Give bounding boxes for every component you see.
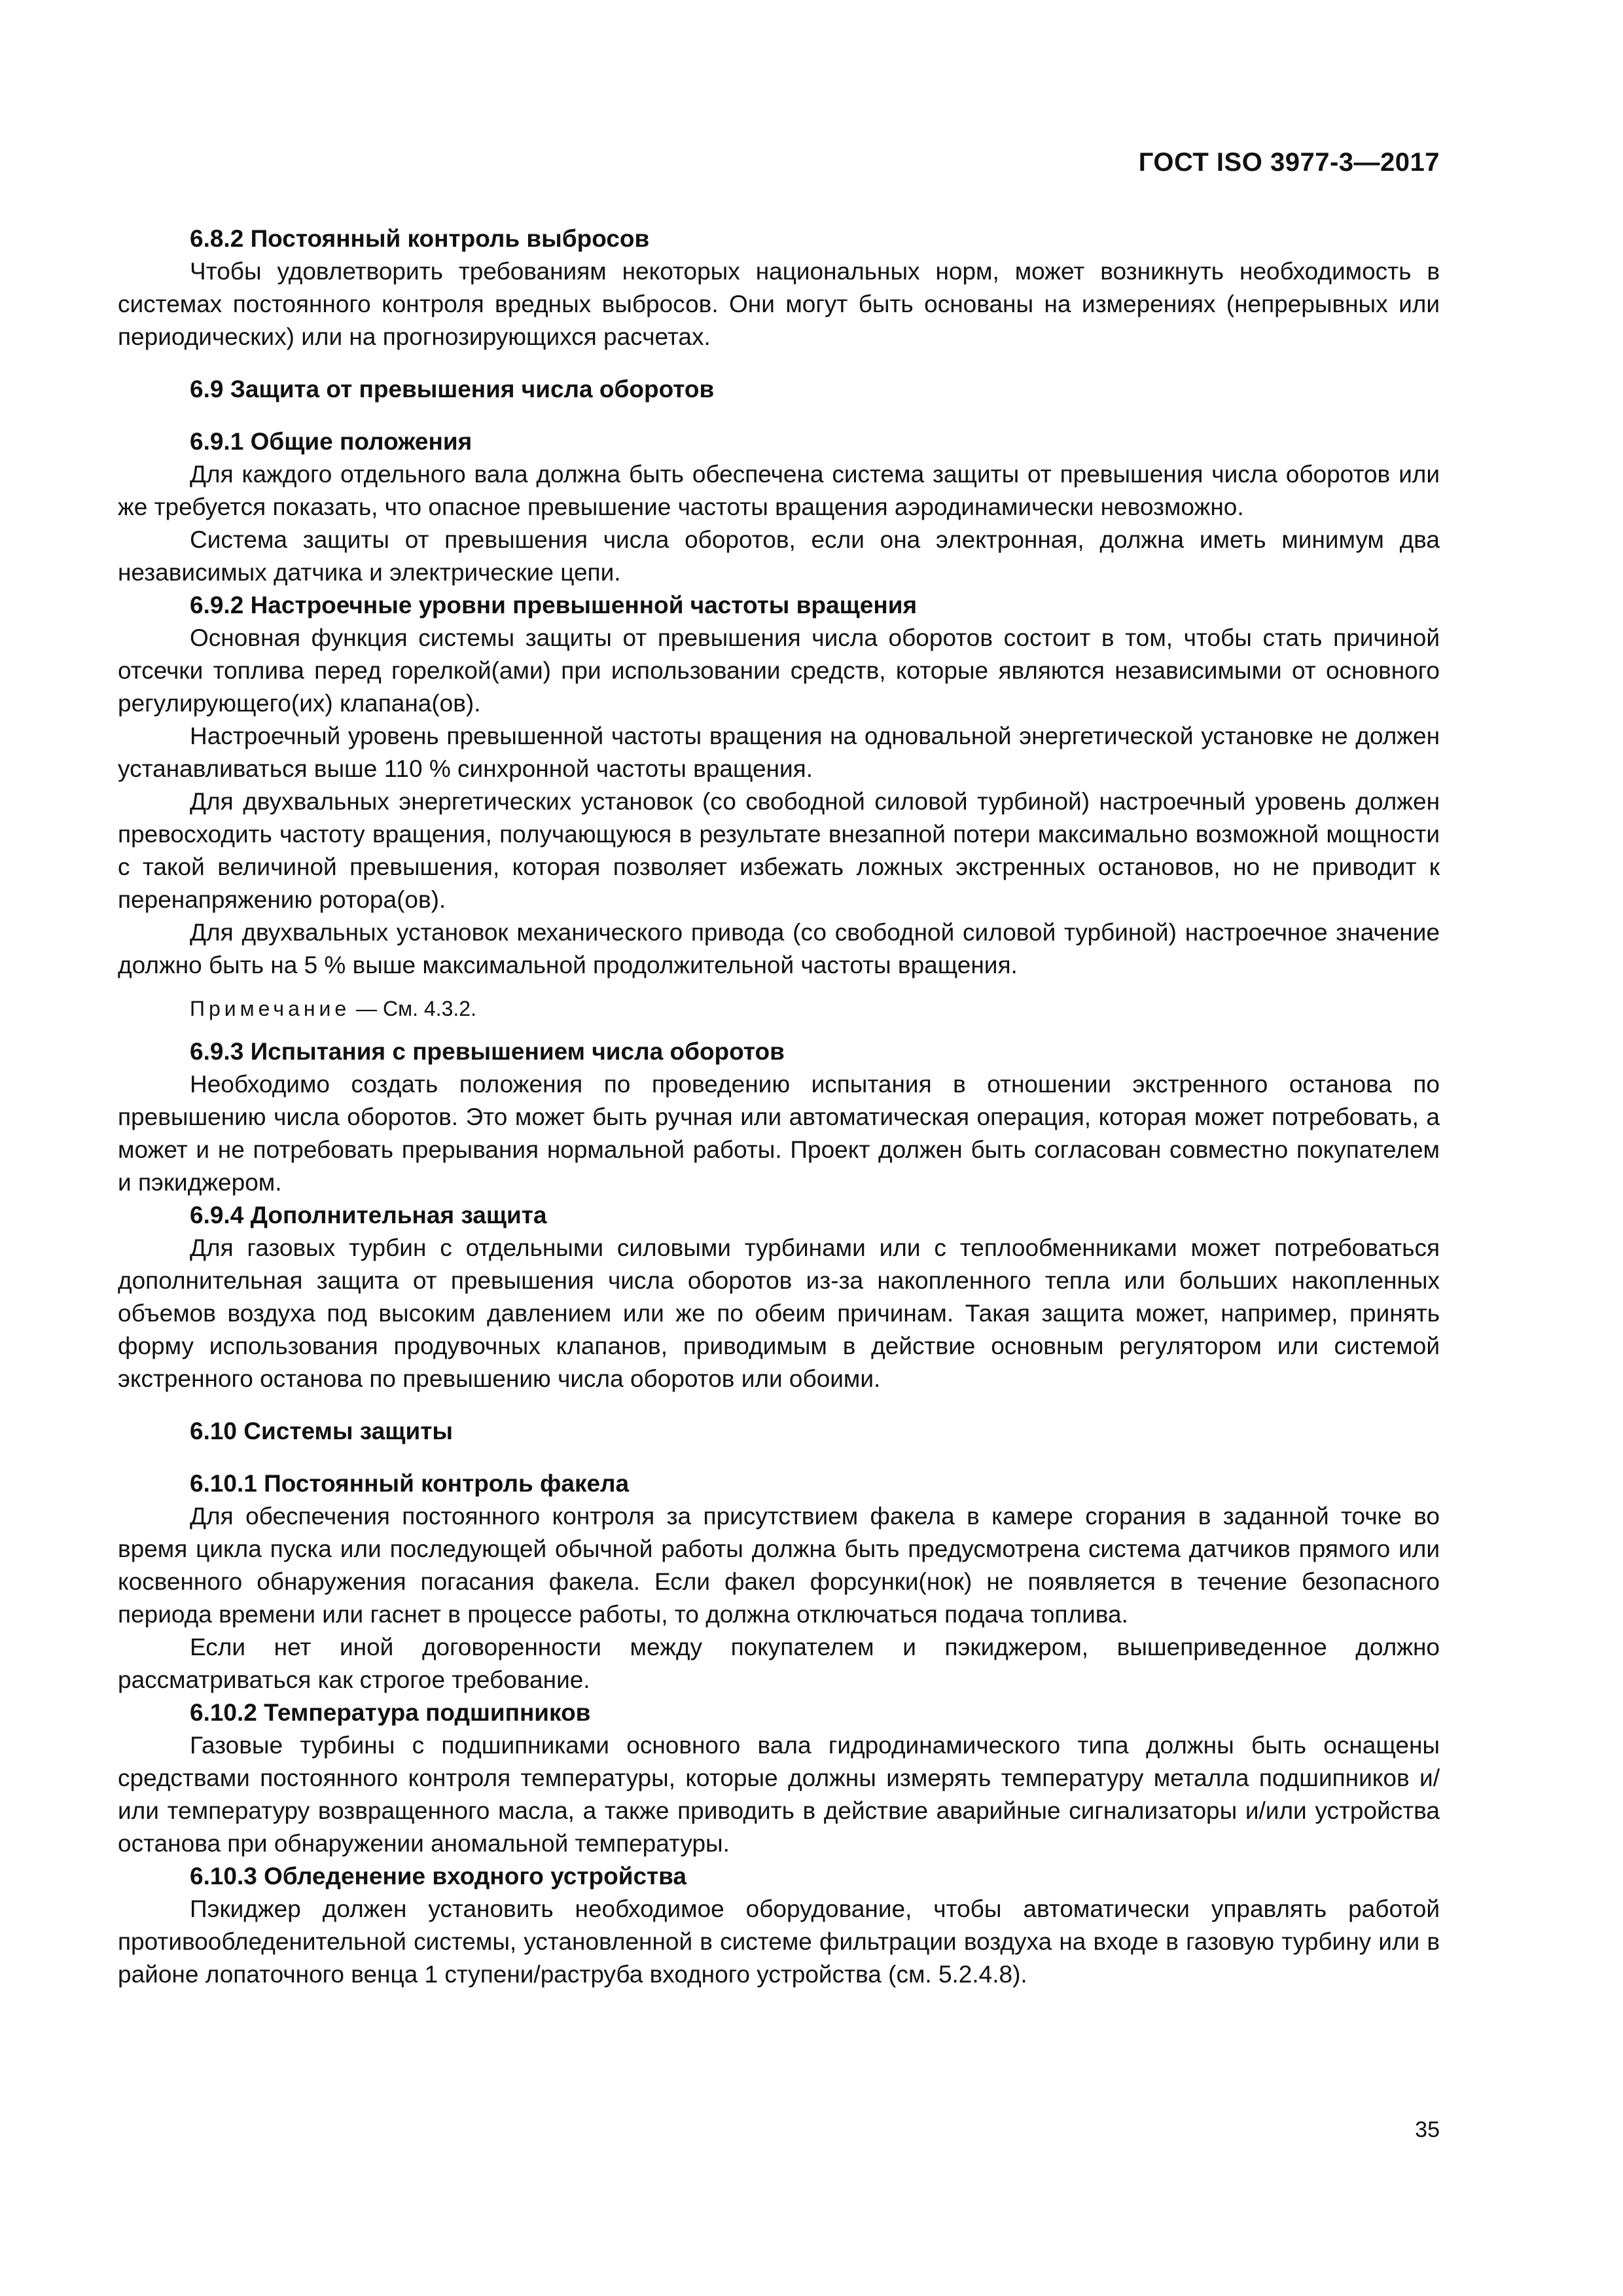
paragraph: Для двухвальных установок механического привода (со свободной силовой турбиной) настроечное значение должно быть на 5 % выше максимальной продолжительной частоты вращения. xyxy=(118,919,1440,978)
paragraph: Для газовых турбин с отдельными силовыми турбинами или с теплообменниками может потребоваться дополнительная защита от превышения числа оборотов из-за накопленного тепла или больших накопленных объемов воздуха под высоким давлением или же по обеим причинам. Такая защита может, например, принять форму использования продувочных клапанов, приводимым в действие основным регулятором или системой экстренного останова по превышению числа оборотов или обоими. xyxy=(118,1234,1440,1392)
paragraph: Для двухвальных энергетических установок (со свободной силовой турбиной) настроечный уровень должен превосходить частоту вращения, получающуюся в результате внезапной потери максимально возможной мощности с такой величиной превышения, которая позволяет избежать ложных экстренных остановов, но не приводит к перенапряжению ротора(ов). xyxy=(118,788,1440,913)
section-heading: 6.9.1 Общие положения xyxy=(190,428,473,455)
section-heading: 6.9.4 Дополнительная защита xyxy=(190,1202,547,1229)
note-text: — См. 4.3.2. xyxy=(350,997,476,1020)
paragraph: Пэкиджер должен установить необходимое оборудование, чтобы автоматически управлять работой противообледенительной системы, установленной в системе фильтрации воздуха на входе в газовую турбину или в районе лопаточного венца 1 ступени/раструба входного устройства (см. 5.2.4.8). xyxy=(118,1895,1440,1988)
document-body xyxy=(118,223,1440,1991)
note xyxy=(118,994,1440,1024)
paragraph: Для каждого отдельного вала должна быть обеспечена система защиты от превышения числа оборотов или же требуется показать, что опасное превышение частоты вращения аэродинамически невозможно. xyxy=(118,461,1440,520)
section-heading: 6.10.1 Постоянный контроль факела xyxy=(190,1470,630,1497)
section-heading: 6.10.2 Температура подшипников xyxy=(190,1699,591,1726)
paragraph: Для обеспечения постоянного контроля за присутствием факела в камере сгорания в заданной точке во время цикла пуска или последующей обычной работы должна быть предусмотрена система датчиков прямого или косвенного обнаружения погасания факела. Если факел форсунки(нок) не появляется в течение безопасного периода времени или гаснет в процессе работы, то должна отключаться подача топлива. xyxy=(118,1503,1440,1628)
paragraph: Чтобы удовлетворить требованиям некоторых национальных норм, может возникнуть необходимость в системах постоянного контроля вредных выбросов. Они могут быть основаны на измерениях (непрерывных или периодических) или на прогнозирующихся расчетах. xyxy=(118,258,1440,350)
paragraph: Основная функция системы защиты от превышения числа оборотов состоит в том, чтобы стать причиной отсечки топлива перед горелкой(ами) при использовании средств, которые являются независимыми от основного регулирующего(их) клапана(ов). xyxy=(118,624,1440,717)
note-label: Примечание xyxy=(190,997,351,1020)
section-heading: 6.9.3 Испытания с превышением числа оборотов xyxy=(190,1038,785,1065)
standard-header: ГОСТ ISO 3977-3—2017 xyxy=(1138,148,1440,177)
paragraph: Настроечный уровень превышенной частоты вращения на одновальной энергетической установке не должен устанавливаться выше 110 % синхронной частоты вращения. xyxy=(118,723,1440,782)
section-heading: 6.10 Системы защиты xyxy=(190,1418,453,1444)
section-heading: 6.9 Защита от превышения числа оборотов xyxy=(190,376,715,403)
section-heading: 6.10.3 Обледенение входного устройства xyxy=(190,1863,687,1890)
section-heading: 6.9.2 Настроечные уровни превышенной частоты вращения xyxy=(190,592,918,619)
page-number: 35 xyxy=(1415,2117,1440,2142)
section-heading: 6.8.2 Постоянный контроль выбросов xyxy=(190,225,650,252)
paragraph: Система защиты от превышения числа оборотов, если она электронная, должна иметь минимум два независимых датчика и электрические цепи. xyxy=(118,526,1440,586)
paragraph: Газовые турбины с подшипниками основного вала гидродинамического типа должны быть оснащены средствами постоянного контроля температуры, которые должны измерять температуру металла подшипников и/или температуру возвращенного масла, а также приводить в действие аварийные сигнализаторы и/или устройства останова при обнаружении аномальной температуры. xyxy=(118,1732,1440,1857)
paragraph: Если нет иной договоренности между покупателем и пэкиджером, вышеприведенное должно рассматриваться как строгое требование. xyxy=(118,1634,1440,1693)
paragraph: Необходимо создать положения по проведению испытания в отношении экстренного останова по превышению числа оборотов. Это может быть ручная или автоматическая операция, которая может потребовать, а может и не потребовать прерывания нормальной работы. Проект должен быть согласован совместно покупателем и пэкиджером. xyxy=(118,1071,1440,1196)
